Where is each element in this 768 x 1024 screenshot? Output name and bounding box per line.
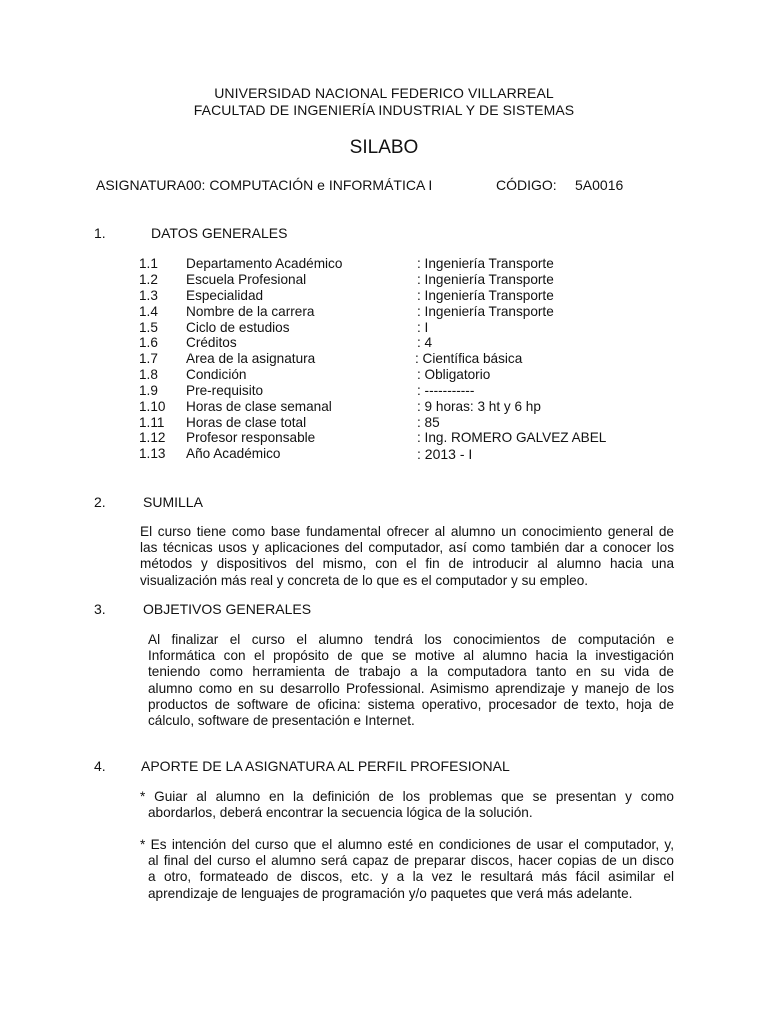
item-value: : Ing. ROMERO GALVEZ ABEL xyxy=(417,430,607,445)
section-number: 1. xyxy=(94,225,106,241)
list-item xyxy=(0,320,768,336)
item-number: 1.9 xyxy=(139,383,158,398)
item-label: Escuela Profesional xyxy=(186,272,307,287)
item-value: : 85 xyxy=(417,415,440,430)
university-name: UNIVERSIDAD NACIONAL FEDERICO VILLARREAL xyxy=(214,85,554,101)
section-number: 3. xyxy=(94,601,106,617)
item-number: 1.11 xyxy=(139,415,165,430)
item-value: : Ingeniería Transporte xyxy=(417,288,554,303)
subject-label: ASIGNATURA00: COMPUTACIÓN e INFORMÁTICA I xyxy=(96,177,433,193)
paragraph-line: Informática con el propósito de que se motive al alumno hacia la investigación xyxy=(148,648,674,664)
objetivos-paragraph xyxy=(148,632,674,729)
paragraph-line: a otro, formateado de discos, etc. y a la vez le resultará más fácil asimilar el xyxy=(148,869,674,885)
list-item xyxy=(0,256,768,272)
item-number: 1.2 xyxy=(139,272,158,287)
paragraph-line: productos de software de oficina: sistema operativo, procesador de texto, hoja de xyxy=(148,696,674,712)
list-item xyxy=(0,335,768,351)
list-item xyxy=(0,351,768,367)
paragraph-line: métodos y dispositivos del mismo, con el fin de introducir al alumno hacia una xyxy=(140,556,674,572)
item-value: : I xyxy=(417,320,429,335)
paragraph-line: alumno como en su desarrollo Professional. Asimismo aprendizaje y manejo de los xyxy=(148,680,674,696)
list-item xyxy=(0,446,768,462)
aporte-item-2 xyxy=(140,837,674,902)
paragraph-line: cálculo, software de presentación e Internet. xyxy=(148,713,415,729)
list-item xyxy=(0,430,768,446)
paragraph-line: abordarlos, deberá encontrar la secuencia lógica de la solución. xyxy=(148,805,533,821)
paragraph-line: visualización más real y concreta de lo que es el computador y su empleo. xyxy=(140,572,589,588)
item-label: Profesor responsable xyxy=(186,430,316,445)
code-label: CÓDIGO: xyxy=(496,177,557,193)
item-value: : Ingeniería Transporte xyxy=(417,272,554,287)
item-label: Año Académico xyxy=(186,446,281,461)
item-label: Créditos xyxy=(186,335,237,350)
list-item xyxy=(0,415,768,431)
paragraph-line: teniendo como herramienta de trabajo a la computadora tanto en su vida de xyxy=(148,664,674,680)
aporte-item-1 xyxy=(140,789,674,821)
item-value: : Ingeniería Transporte xyxy=(417,304,554,319)
item-label: Nombre de la carrera xyxy=(186,304,315,319)
list-item xyxy=(0,367,768,383)
item-value: : Obligatorio xyxy=(417,367,491,382)
paragraph-line: * Guiar al alumno en la definición de los problemas que se presentan y como xyxy=(140,789,674,804)
code-value: 5A0016 xyxy=(575,177,624,193)
paragraph-line: las técnicas usos y aplicaciones del computador, así como también dar a conocer los xyxy=(140,540,674,556)
section-title: APORTE DE LA ASIGNATURA AL PERFIL PROFESIONAL xyxy=(141,758,510,774)
item-label: Especialidad xyxy=(186,288,264,303)
list-item xyxy=(0,304,768,320)
item-number: 1.8 xyxy=(139,367,158,382)
paragraph-line: Al finalizar el curso el alumno tendrá los conocimientos de computación e xyxy=(148,632,674,647)
item-label: Pre-requisito xyxy=(186,383,264,398)
section-number: 4. xyxy=(94,758,106,774)
list-item xyxy=(0,272,768,288)
item-number: 1.7 xyxy=(139,351,158,366)
item-value: : 4 xyxy=(417,335,433,350)
document-title: SILABO xyxy=(349,137,419,158)
item-number: 1.3 xyxy=(139,288,158,303)
item-value: : Ingeniería Transporte xyxy=(417,256,554,271)
item-label: Departamento Académico xyxy=(186,256,343,271)
faculty-name: FACULTAD DE INGENIERÍA INDUSTRIAL Y DE SISTEMAS xyxy=(193,102,575,118)
section-title: OBJETIVOS GENERALES xyxy=(143,601,312,617)
item-value: : Científica básica xyxy=(415,351,523,366)
list-item xyxy=(0,399,768,415)
item-number: 1.13 xyxy=(139,446,166,461)
paragraph-line: al final del curso el alumno será capaz de preparar discos, hacer copias de un disco xyxy=(148,853,674,869)
paragraph-line: * Es intención del curso que el alumno esté en condiciones de usar el computador, y, xyxy=(140,837,674,852)
item-number: 1.10 xyxy=(139,399,166,414)
item-label: Condición xyxy=(186,367,247,382)
list-item xyxy=(0,288,768,304)
item-label: Area de la asignatura xyxy=(186,351,316,366)
item-number: 1.5 xyxy=(139,320,158,335)
item-value: : 2013 - I xyxy=(417,446,473,462)
list-item xyxy=(0,383,768,399)
item-label: Horas de clase total xyxy=(186,415,307,430)
section-number: 2. xyxy=(94,494,106,510)
section-title: SUMILLA xyxy=(143,494,203,510)
paragraph-line: El curso tiene como base fundamental ofrecer al alumno un conocimiento general de xyxy=(140,524,674,539)
item-value: : 9 horas: 3 ht y 6 hp xyxy=(417,399,541,414)
item-number: 1.6 xyxy=(139,335,158,350)
paragraph-line: aprendizaje de lenguajes de programación y/o paquetes que verá más adelante. xyxy=(148,885,633,901)
subject-line xyxy=(96,177,624,193)
item-number: 1.1 xyxy=(139,256,158,271)
section-title: DATOS GENERALES xyxy=(151,225,288,241)
sumilla-paragraph xyxy=(140,524,674,589)
item-label: Ciclo de estudios xyxy=(186,320,290,335)
item-number: 1.4 xyxy=(139,304,158,319)
item-value: : ----------- xyxy=(417,383,475,398)
item-number: 1.12 xyxy=(139,430,166,445)
item-label: Horas de clase semanal xyxy=(186,399,332,414)
